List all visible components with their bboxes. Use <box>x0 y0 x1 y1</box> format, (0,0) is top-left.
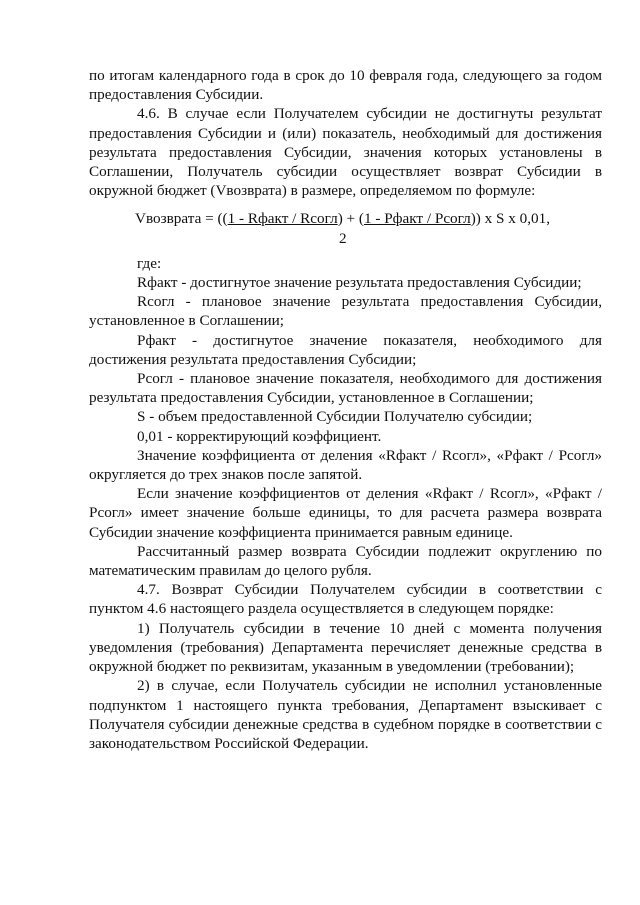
document-body <box>89 66 602 753</box>
paragraph-item-1: 1) Получатель субсидии в течение 10 дней с момента получения уведомления (требования) Департамента перечисляет денежные средства в окружной бюджет по реквизитам, указанным в уведомлении (требовании); <box>89 619 602 676</box>
definition-psogl: Pсогл - плановое значение показателя, необходимого для достижения результата предоставления Субсидии, установленное в Соглашении; <box>89 370 602 407</box>
formula-term-p: 1 - Pфакт / Pсогл <box>363 210 471 228</box>
definition-s: S - объем предоставленной Субсидии Получателю субсидии; <box>137 408 533 426</box>
formula-mid: ) + ( <box>337 210 364 228</box>
formula-lhs: Vвозврата = (( <box>135 210 228 228</box>
paragraph-coefficient-cap: Если значение коэффициентов от деления «Rфакт / Rсогл», «Pфакт / Pсогл» имеет значение больше единицы, то для расчета размера возврата Субсидии значение коэффициента принимается равным единице. <box>89 485 602 541</box>
paragraph-4-6: 4.6. В случае если Получателем субсидии не достигнуты результат предоставления Субсидии и (или) показатель, необходимый для достижения результата предоставления Субсидии, значения которых установлены в Соглашении, Получатель субсидии осуществляет возврат Субсидии в окружной бюджет (Vвозврата) в размере, определяемом по формуле: <box>89 105 602 200</box>
definition-pfact: Pфакт - достигнутое значение показателя, необходимого для достижения результата предоставления Субсидии; <box>89 331 602 368</box>
paragraph-item-2: 2) в случае, если Получатель субсидии не исполнил установленные подпунктом 1 настоящего пункта требования, Департамент взыскивает с Получателя субсидии денежные средства в судебном порядке в соответствии с законодательством Российской Федерации. <box>89 677 602 752</box>
paragraph-4-7: 4.7. Возврат Субсидии Получателем субсидии в соответствии с пунктом 4.6 настоящего раздела осуществляется в следующем порядке: <box>89 581 602 618</box>
definition-coefficient: 0,01 - корректирующий коэффициент. <box>137 427 382 445</box>
paragraph-coefficient-rounding: Значение коэффициента от деления «Rфакт / Rсогл», «Pфакт / Pсогл» округляется до трех знаков после запятой. <box>89 446 602 484</box>
formula-denominator: 2 <box>339 229 347 247</box>
paragraph-sum-rounding: Рассчитанный размер возврата Субсидии подлежит округлению по математическим правилам до целого рубля. <box>89 542 602 580</box>
paragraph-continuation: по итогам календарного года в срок до 10 февраля года, следующего за годом предоставления Субсидии. <box>89 67 602 104</box>
formula-rhs: )) x S x 0,01, <box>470 210 551 228</box>
formula-term-r: 1 - Rфакт / Rсогл <box>227 210 338 228</box>
definition-rsogl: Rсогл - плановое значение результата предоставления Субсидии, установленное в Соглашении; <box>89 293 602 330</box>
where-label: где: <box>137 254 162 272</box>
definition-rfact: Rфакт - достигнутое значение результата предоставления Субсидии; <box>137 274 582 292</box>
refund-formula <box>89 209 602 228</box>
